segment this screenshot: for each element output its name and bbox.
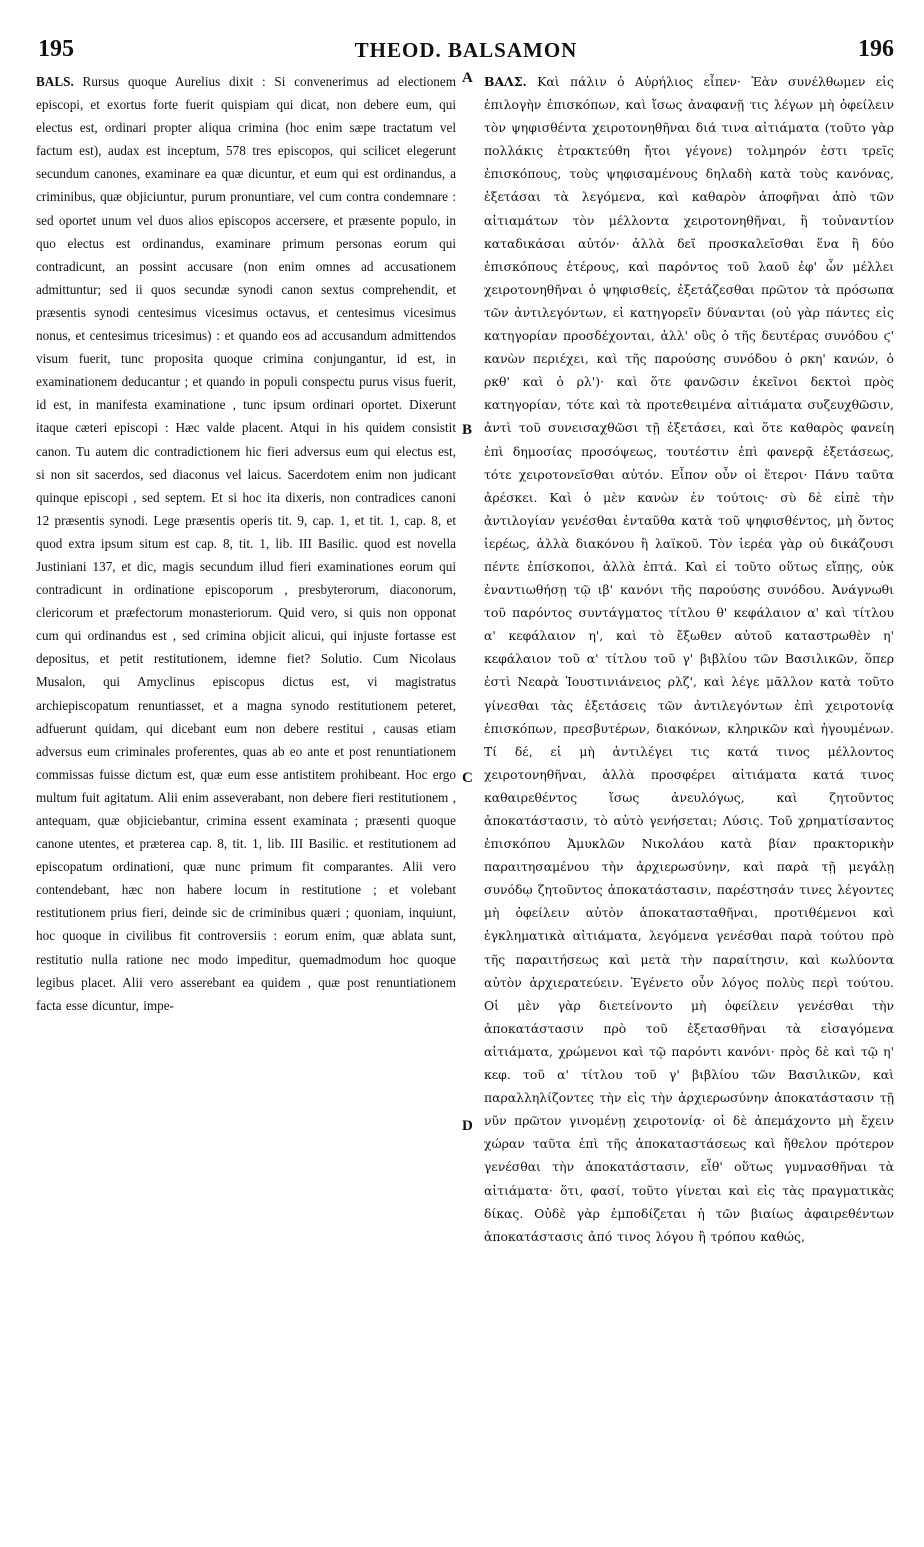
page-header — [38, 36, 894, 62]
latin-column — [36, 70, 456, 1017]
page-number-left: 195 — [38, 36, 74, 62]
greek-column — [484, 70, 894, 1248]
margin-letter-d: D — [462, 1118, 473, 1134]
greek-text: Καὶ πάλιν ὁ Αὐρήλιος εἶπεν· Ἐὰν συνέλθωμεν εἰς ἐπιλογὴν ἐπισκόπων, καὶ ἴσως ἀναφανῇ τις λέγων μὴ ὀφείλειν τὸν ψηφισθέντα χειροτονηθῆναι διά τινα αἰτιάματα (τοῦτο γὰρ πολλάκις ἐτρακτεύθη ἤτοι γέγονε) τολμηρόν ἐστι τρεῖς ἐπισκόπους, τοὺς ψηφισαμένους δηλαδὴ κατὰ τοὺς κανόνας, ἐξετάσαι τὰ λεγόμενα, καὶ καθαρὸν ἀποφῆναι ἀπὸ τῶν αἰτιαμάτων τὸν μέλλοντα χειροτονηθῆναι, ἢ τοὐναντίον καταδικάσαι αὐτόν· ἀλλὰ δεῖ προσκαλεῖσθαι ἕνα ἢ δύο ἐπισκόπους ἑτέρους, καὶ παρόντος τοῦ λαοῦ ἐφ' ὧν μέλλει χειροτονηθῆναι ὁ ψηφισθείς, ἐξετάζεσθαι πρῶτον τὰ πρόσωπα τῶν ἀντιλεγόντων, εἰ κατηγορεῖν δύνανται (οὐ γὰρ πάντες εἰς κατηγορίαν προσδέχονται, ἀλλ' οὓς ὁ τῆς δευτέρας συνόδου ϛ' κανὼν περιέχει, καὶ τῆς παρούσης συνόδου ὁ ρκη' κανών, ὁ ρκθ' καὶ ὁ ρλ')· καὶ ὅτε φανῶσιν ἐκεῖνοι δεκτοὶ πρὸς κατηγορίαν, τότε καὶ τὰ προτεθειμένα αἰτιάματα συζευχθῶσιν, ἀντὶ τοῦ συνεισαχθῶσι τῇ ἐξετάσει, καὶ ὅτε καθαρὸς φανείη ἐπὶ δημοσίας προσόψεως, τουτέστιν ἐπὶ φανερᾷ ἐξετάσεως, τότε χειροτονεῖσθαι αὐτόν. Εἶπον οὖν οἱ ἕτεροι· Πάνυ ταῦτα ἀρέσκει. Καὶ ὁ μὲν κανὼν ἐν τούτοις· σὺ δὲ εἰπὲ τὴν ἀντιλογίαν γενέσθαι ἐνταῦθα κατὰ τοῦ ψηφισθέντος, μὴ ὄντος ἱερέως, ἀλλὰ διακόνου ἢ λαϊκοῦ. Τὸν ἱερέα γὰρ οὐ δικάζουσι πέντε ἐπίσκοποι, ἀλλὰ ἑπτά. Καὶ εἰ τοῦτο οὕτως εἴπῃς, οὐκ ἐναντιωθήσῃ τῷ ιβ' κανόνι τῆς παρούσης συνόδου. Ἀνάγνωθι τοῦ παρόντος συντάγματος τίτλου θ' κεφάλαιον α' καὶ τίτλου α' κεφάλαιον η', καὶ τὸ ἔξωθεν αὐτοῦ καταστρωθὲν η' κεφάλαιον τοῦ α' τίτλου τοῦ γ' βιβλίου τῶν Βασιλικῶν, ὅπερ ἐστὶ Νεαρὰ Ἰουστινιάνειος ρλζ', καὶ λέγε μᾶλλον κατὰ τοῦτο γίνεσθαι τὰς ἐξετάσεις τῶν ἀντιλεγόντων ἐπὶ χειροτονίᾳ ἐπισκόπων, πρεσβυτέρων, διακόνων, κληρικῶν καὶ ἡγουμένων. Τί δέ, εἰ μὴ ἀντιλέγει τις κατά τινος μέλλοντος χειροτονηθῆναι, ἀλλὰ προσφέρει αἰτιάματα κατά τινος καθαιρεθέντος ἴσως ἀνευλόγως, καὶ ζητοῦντος ἀποκατάστασιν, τὸ αὐτὸ γενήσεται; Λύσις. Τοῦ χρηματίσαντος ἐπισκόπου Ἀμυκλῶν Νικολάου κατὰ βίαν πρακτορικὴν παραιτησαμένου τὴν ἀρχιερωσύνην, καὶ παρὰ τῇ μεγάλῃ συνόδῳ ζητοῦντος ἀποκατάστασιν, παρέστησάν τινες λέγοντες μὴ ὀφείλειν αὐτὸν ἀποκατασταθῆναι, προτιθέμενοι καὶ ἐγκληματικὰ αἰτιάματα, λεγόμενα γενέσθαι παρὰ τούτου πρὸ τῆς παραιτήσεως καὶ μετὰ τὴν παραίτησιν, καὶ κωλύοντα αὐτὸν ἀρχιερατεύειν. Ἐγένετο οὖν λόγος πολὺς περὶ τούτου. Οἱ μὲν γὰρ διετείνοντο μὴ ὀφείλειν γενέσθαι τὴν ἀποκατάστασιν πρὸ τοῦ ἐξετασθῆναι τὰ εἰσαγόμενα αἰτιάματα, χρώμενοι καὶ τῷ παρόντι κανόνι· πρὸς δὲ καὶ τῷ η' κεφ. τοῦ α' τίτλου τοῦ γ' βιβλίου τῶν Βασιλικῶν, καὶ παραλληλίζοντες τὴν εἰς τὴν ἀρχιερωσύνην ἀποκατάστασιν τῇ νῦν πρῶτον γινομένῃ χειροτονίᾳ· οἱ δὲ ἀπεμάχοντο μὴ ἔχειν χώραν ταῦτα ἐπὶ τῆς ἀποκαταστάσεως καὶ ἤθελον πρότερον γενέσθαι τὴν ἀποκατάστασιν, εἶθ' οὕτως γυμνασθῆναι τὰ αἰτιάματα· ὅτι, φασί, τοῦτο γίνεται καὶ εἰς τὰς πραγματικὰς δίκας. Οὐδὲ γὰρ ἐμποδίζεται ἡ τῶν βιαίως ἀφαιρεθέντων ἀποκατάστασις ἀπό τινος λόγου ἢ τρόπου καθώς, — [484, 74, 894, 1244]
greek-paragraph — [484, 70, 894, 1248]
latin-opening-label: BALS. — [36, 74, 74, 89]
margin-letter-b: B — [462, 422, 473, 438]
running-title: THEOD. BALSAMON — [354, 38, 578, 62]
latin-text: Rursus quoque Aurelius dixit : Si convenerimus ad electionem episcopi, et exortus forte fuerit quispiam qui dicat, non debere eum, qui electus est, ordinari propter aliqua crimina (hoc enim sæpe tractatum vel factum est), audax est inceptum, 578 tres episcopos, qui scilicet elegerunt secundum canones, examinare ea quæ dicuntur, et eum qui est ordinandus, a criminibus, quæ objiciuntur, purum pronuntiare, vel cum contra condemnare : sed oportet unum vel duos alios episcopos accersere, et præsente populo, in quo electus est ordinandus, examinare primum personas eorum qui contradicunt, an possint accusare (non enim omnes ad accusationem admittuntur; sed ii quos secundæ synodi canon sextus comprehendit, et præsentis synodi centesimus vicesimus octavus, et centesimus vicesimus nonus, et centesimus tricesimus) : et quando eos ad accusandum admittendos visum fuerit, tunc proposita quoque crimina conjungantur, id est, in examinationem deducantur ; et quando in populi conspectu purus visus fuerit, id est, in manifesta examinatione , tunc ipsum ordinari oportet. Dixerunt itaque cæteri episcopi : Hæc valde placent. Atqui in his quidem consistit canon. Tu autem dic contradictionem hic fieri adversus eum qui electus est, si non sit sacerdos, sed diaconus vel laicus. Sacerdotem enim non judicant quinque episcopi , sed septem. Et si hoc ita dixeris, non contradices canoni 12 præsentis synodi. Lege præsentis operis tit. 9, cap. 1, et tit. 1, cap. 8, et quod extra ipsum situm est cap. 8, tit. 1, lib. III Basilic. quod est novella Justiniani 137, et dic, magis secundum illud fieri examinationes eorum qui contradicunt in ordinatione episcoporum , presbyterorum, diaconorum, clericorum et præfectorum monasteriorum. Quid vero, si quis non opponat cum qui ordinandus est , sed crimina objicit alicui, qui injuste fortasse est depositus, et petit restitutionem, idemne fiet? Solutio. Cum Nicolaus Musalon, qui Amyclinus episcopus dictus est, vi magistratus archiepiscopatum renuntiasset, et a magna synodo restitutionem peteret, adfuerunt quidam, qui dicebant eum non debere restitui , causas etiam adversus eum criminales proferentes, quas ab eo ante et post renuntiationem commissas fuisse dictum est, quæ eum esse antistitem prohibeant. Hoc ergo multum fuit agitatum. Alii enim asseverabant, non debere fieri restitutionem , antequam, quæ objiciebantur, crimina essent examinata ; præsenti quoque canone utentes, et præterea cap. 8, tit. 1, lib. III Basilic. et restitutionem ad episcopatum ordinationi, quæ nunc primum fit comparantes. Alii vero contendebant, hæc non habere locum in restitutione ; et volebant restitutionem prius fieri, deinde sic de criminibus quæri ; quoniam, inquiunt, hoc quoque in civilibus fit controversiis : eorum enim, quæ ablata sunt, restitutio nulla ratione nec modo impeditur, quemadmodum hoc quoque legibus placet. Alii vero asserebant ea quidem , quæ post renuntiationem facta esse dicuntur, impe- — [36, 74, 456, 1013]
page-number-right: 196 — [858, 36, 894, 62]
latin-paragraph — [36, 70, 456, 1017]
margin-letter-a: A — [462, 70, 473, 86]
margin-letter-c: C — [462, 770, 473, 786]
greek-opening-label: ΒΑΛΣ. — [484, 74, 527, 89]
